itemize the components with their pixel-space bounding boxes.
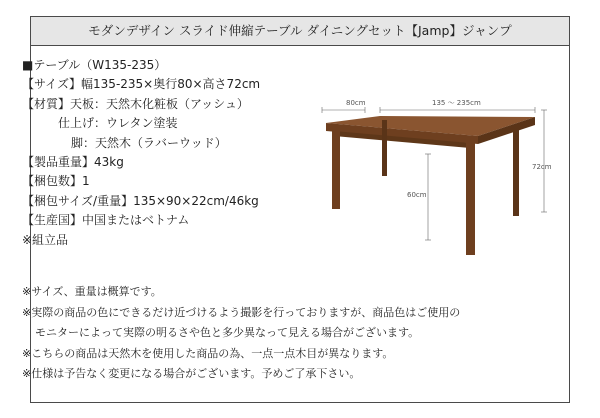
note-color-cont: モニターによって実際の明るさや色と多少異なって見える場合がございます。 — [35, 326, 420, 339]
spec-package-count: 【梱包数】1 — [22, 174, 90, 189]
note-wood: ※こちらの商品は天然木を使用した商品の為、一点一点木目が異なります。 — [22, 346, 394, 360]
note-approx: ※サイズ、重量は概算です。 — [22, 285, 162, 298]
width-dimension-label: 135 〜 235cm — [432, 99, 481, 107]
depth-dimension-label: 80cm — [346, 99, 366, 107]
spec-list — [22, 56, 260, 250]
spec-legs: 脚：天然木（ラバーウッド） — [71, 135, 227, 150]
spec-finish: 仕上げ：ウレタン塗装 — [58, 116, 178, 131]
notes — [22, 282, 542, 385]
height-dimension-label: 72cm — [532, 163, 552, 171]
spec-origin: 【生産国】中国またはベトナム — [22, 213, 190, 228]
spec-heading: ■ テーブル（W135-235） — [22, 56, 260, 75]
table-dimension-diagram — [320, 92, 560, 272]
spec-assembly: ※組立品 — [22, 232, 69, 247]
spec-weight: 【製品重量】43kg — [22, 155, 124, 170]
seat-dimension-label: 60cm — [407, 191, 427, 199]
note-spec-change: ※仕様は予告なく変更になる場合がございます。予めご了承下さい。 — [22, 367, 361, 380]
spec-size: 【サイズ】幅135-235×奥行80×高さ72cm — [22, 77, 261, 92]
page-title: モダンデザイン スライド伸縮テーブル ダイニングセット【Jamp】ジャンプ — [31, 17, 569, 46]
note-color: ※実際の商品の色にできるだけ近づけるよう撮影を行っておりますが、商品色はご使用の — [22, 305, 461, 319]
spec-material: 【材質】天板：天然木化粧板（アッシュ） — [22, 96, 249, 111]
spec-package-size: 【梱包サイズ/重量】135×90×22cm/46kg — [22, 193, 259, 208]
table-illustration — [326, 116, 535, 255]
